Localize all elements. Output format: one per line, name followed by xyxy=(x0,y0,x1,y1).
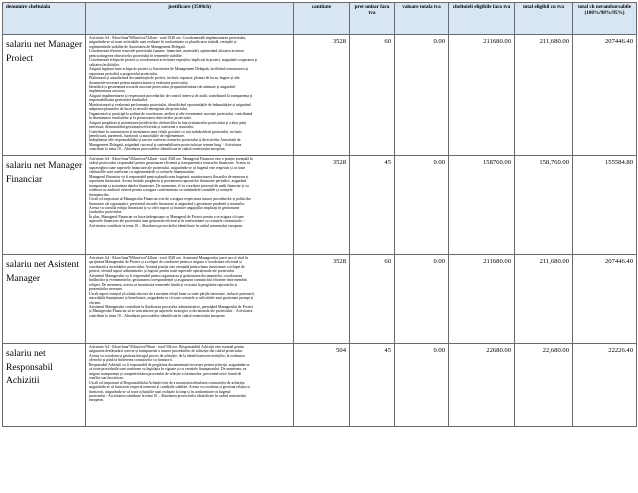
justification-line: Acesta va coordona și gestiona întregul proces de achiziție, de la identificarea necesităților, la evaluarea xyxy=(89,353,245,358)
expense-name: salariu net Manager Proiect xyxy=(3,35,86,156)
cantitate-value: 504 xyxy=(294,344,350,427)
justification-line: Activitate A4 - 84ore/luna*60luni/ora*42lani - total 3528 ore. Coordonarea& implementarea proiectului, xyxy=(89,36,247,40)
justification-line: Management Delegată, asigurând succesul și sustenabilitatea proiectului pe termen lung. - Activitatea xyxy=(89,142,242,147)
cantitate-value: 3528 xyxy=(294,156,350,255)
justification-line: Asigură implementarea și respectarea procedurilor de control intern și de audit, contribuind la transparența și xyxy=(89,93,253,98)
expense-name: salariu net Manager Financiar xyxy=(3,156,86,255)
justification-line: contribuie la tema 10 – Abordarea provocărilor identificate în cadrul semestrului european. xyxy=(89,147,226,152)
table-row xyxy=(3,255,637,344)
justification-line: la diseminarea rezultatelor și la promovarea obiectivelor proiectului. xyxy=(89,116,192,121)
cheltuieli-eligibile-value: 211680.00 xyxy=(449,255,515,344)
justification-cell xyxy=(86,156,294,255)
justification-line: Asistentul Managerului contribuie la fluidizarea proceselor administrative, permițând Managerului de Proiect xyxy=(89,304,254,309)
justification-line: Un alt aspect esențial al rolului său este de a menține relații bune cu toate părțile interesate, inclusiv partenerii, xyxy=(89,291,255,296)
justification-line: conflict sau favoritism. xyxy=(89,376,124,381)
cheltuieli-eligibile-value: 158760.00 xyxy=(449,156,515,255)
header-total-ch: total ch nerambursabile (100%/98%/95%) xyxy=(573,3,637,35)
valoare-tva-value: 0.00 xyxy=(395,156,449,255)
justification-line: adaptarea planurilor de lucru la nevoile emergente ale proiectului. xyxy=(89,107,188,112)
expense-table-sheet xyxy=(2,2,636,427)
table-row xyxy=(3,156,637,255)
header-total-eligibil: total eligibil cu tva xyxy=(515,3,573,35)
table-row xyxy=(3,344,637,427)
justification-line: proiectului.- Activitatea contribuie la tema 10 – Abordarea provocărilor identificate în cadrul semestrului xyxy=(89,393,247,398)
cheltuieli-eligibile-value: 211680.00 xyxy=(449,35,515,156)
justification-line: întâlnirilor și evenimentelor, gestionarea corespondenței și asigurarea comunicării eficiente între membrii xyxy=(89,278,248,283)
justification-line: european. xyxy=(89,398,104,403)
valoare-tva-value: 0.00 xyxy=(395,344,449,427)
header-cheltuieli: cheltuieli eligibile fara tva xyxy=(449,3,515,35)
justification-line: coordonată a activităților proiectului. Această poziție este esențială pentru buna funcționare a echipei de xyxy=(89,264,245,269)
total-eligibil-value: 158,760.00 xyxy=(515,156,573,255)
justification-line: echipei. De asemenea, acesta va monitoriza termenele limită și va asista la pregătirea rapoartelor și xyxy=(89,282,238,287)
justification-line: colabora cu auditorii externi pentru a asigura conformitatea cu standardele contabile și cerințele xyxy=(89,188,233,193)
expense-table xyxy=(2,2,637,427)
justification-line: Contribuie la comunicarea și menținerea unor relații pozitive cu toți stakeholderii proiectului, inclusiv xyxy=(89,129,242,134)
justification-line: Asigură pregătirea și prezentarea justificărilor cheltuielilor în fața evaluatorilor proiectului și a altor părți xyxy=(89,120,247,125)
justification-line: financiare ale organizației, prevenind riscurile financiare și asigurând o gestionare prudentă a resurselor. xyxy=(89,201,246,206)
table-body xyxy=(3,35,637,427)
justification-line: Activitatea contribuie la tema 10 – Abordarea provocărilor identificate în cadrul semestrului european. xyxy=(89,223,243,228)
total-eligibil-value: 211,680.00 xyxy=(515,35,573,156)
justification-line: beneficiarii, partenerii, furnizorii și autoritățile de reglementare. xyxy=(89,133,185,138)
justification-line: finanțatorilor. xyxy=(89,192,110,197)
pret-unitar-value: 45 xyxy=(350,156,395,255)
expense-name: salariu net Asistent Manager xyxy=(3,255,86,344)
justification-line: Identifică și gestionează riscurile asociate proiectului, propunând măsuri de atenuare și asigurând xyxy=(89,84,235,89)
justification-line: Coordonează eficient resursele proiectului (umane, financiare, materiale), optimizând alocarea acestora xyxy=(89,49,244,54)
justification-line: aspectele financiare ale proiectului sunt gestionate eficient și în conformitate cu cerințele contractuale. - xyxy=(89,219,245,224)
total-eligibil-value: 211,680.00 xyxy=(515,255,573,344)
pret-unitar-value: 45 xyxy=(350,344,395,427)
justification-line: Activitate A4 - 84ore/luna*45luni/ora*6luni - total 504 ore. Responsabilul Achiziții este esențial pentru xyxy=(89,345,244,349)
justification-line: contribuie la tema 10 – Abordarea provocărilor identificate în cadrul semestrului european. xyxy=(89,313,226,318)
justification-line: cheltuielile sunt conforme cu reglementările și cerințele finanțatorului. xyxy=(89,170,195,175)
justification-line: Responsabil Achiziții va fi responsabil de pregătirea documentației necesare pentru achiziții, asigurându-se xyxy=(89,362,250,367)
justification-line: Coordonează echipa de proiect și coordonează activitatea experților implicați în proiect, asigurând cooperarea și xyxy=(89,58,258,63)
justification-line: Activitate A4 - 84ore/luna*60luni/ora*42luni - total 3528 ore. Asistentul Managerului joacă un rol vital în xyxy=(89,256,249,260)
justification-line: sprijinirea Managerului de Proiect și a echipei de conducere pentru a asigura o coordonare eficientă și xyxy=(89,260,242,265)
justification-line: Asigură legătura între echipa de proiect și Autoritatea de Management Delegată, facilitând comunicarea și xyxy=(89,67,249,72)
header-row xyxy=(3,3,637,35)
justification-line: ofertelor și până la încheierea contractelor cu furnizorii. xyxy=(89,358,173,363)
cantitate-value: 3528 xyxy=(294,255,350,344)
nerambursabile-value: 155584.80 xyxy=(573,156,637,255)
justification-line: Îndeplinește alte responsabilități și sarcini conform cerințelor proiectului și directivelor Autorității de xyxy=(89,138,241,143)
valoare-tva-value: 0.00 xyxy=(395,255,449,344)
justification-line: implementarea acestora. xyxy=(89,89,126,94)
justification-line: furnizorii, asigurându-se că toate achizițiile sunt realizate la timp și în conformitate cu bugetul xyxy=(89,389,231,394)
justification-line: Asistentul Managerului va fi responsabil pentru organizarea și gestionarea documentelor, coordonarea xyxy=(89,273,243,278)
total-eligibil-value: 22,680.00 xyxy=(515,344,573,427)
justification-line: pentru atingerea obiectivelor proiectului în termenele stabilite. xyxy=(89,53,183,58)
header-denumire: denumire cheltuiala xyxy=(3,3,86,35)
justification-line: Elaborează și actualizează documentația de proiect, inclusiv rapoarte, planuri de lucru, bugete și alte xyxy=(89,76,240,81)
nerambursabile-value: 207446.40 xyxy=(573,255,637,344)
cantitate-value: 3528 xyxy=(294,35,350,156)
justification-cell xyxy=(86,35,294,156)
nerambursabile-value: 207446.40 xyxy=(573,35,637,156)
justification-line: documente necesare pentru monitorizarea și evaluarea proiectului. xyxy=(89,80,189,85)
justification-line: Activitate A4 - 84ore/luna*45luni/ora*42luni - total 3528 ore. Managerul Financiar este o poziție esențială în xyxy=(89,157,253,161)
justification-line: asigurarea desfășurării corecte și transparente a tuturor procedurilor de achiziție din cadrul proiectului. xyxy=(89,349,243,354)
justification-line: și Managerului Financiar să se concentreze pe aspectele strategice și decizionale ale proiectului. - Activitatea xyxy=(89,309,253,314)
header-cantitate: cantitate xyxy=(294,3,350,35)
justification-line: cadrul proiectului, responsabil pentru gestionarea eficientă și transparentă a resurselor financiare. Acesta va xyxy=(89,161,251,166)
justification-line: asigura transparența și competitivitatea procesului de selecție a furnizorilor, prevenind orice formă de xyxy=(89,371,242,376)
justification-line: asigurându-se că furnizorii respectă termenii și condițiile stabilite. Acesta va coordona și gestiona relația cu xyxy=(89,385,251,390)
justification-line: raportarea financiară. Acesta include pregătirea și prezentarea rapoartelor financiare periodice, asigurând xyxy=(89,179,247,184)
justification-line: Un alt rol important al Managerului Financiar este de a asigura respectarea tuturor procedurilor și politicilor xyxy=(89,197,251,202)
justification-line: eficient. xyxy=(89,300,102,305)
justification-line: Un alt rol important al Responsabilului Achiziții este de a monitoriza derularea contractelor de achiziție, xyxy=(89,380,246,385)
justification-line: În plus, Managerul Financiar va lucra îndeaproape cu Managerul de Proiect pentru a se asigura că toate xyxy=(89,214,244,219)
nerambursabile-value: 22226.40 xyxy=(573,344,637,427)
expense-name: salariu net Responsabil Achizitii xyxy=(3,344,86,427)
justification-line: transparența și acuratețea datelor financiare. De asemenea, el va coordona procesul de audit financiar și va xyxy=(89,183,249,188)
justification-line: Acesta va consilia echipa financiară și va oferi suport și instruire angajaților implicați în gestionarea xyxy=(89,205,240,210)
justification-cell xyxy=(86,344,294,427)
justification-line: prezentărilor necesare. xyxy=(89,287,123,292)
valoare-tva-value: 0.00 xyxy=(395,35,449,156)
cheltuieli-eligibile-value: 22680.00 xyxy=(449,344,515,427)
justification-line: asigurându-se că toate activitățile sunt realizate în conformitate cu planificarea inițială, cerințele și xyxy=(89,40,237,45)
justification-line: reglementările stabilite de Autoritatea de Management Delegată. xyxy=(89,44,186,49)
justification-line: Monitorizează și evaluează performanța proiectului, identificând oportunitățile de îmbunătățire și asigurând xyxy=(89,102,251,107)
justification-cell xyxy=(86,255,294,344)
justification-line: Managerul Financiar va fi responsabil pentru planificarea bugetară, monitorizarea fluxurilor de numerar și xyxy=(89,174,249,179)
justification-line: proiect, oferind suport administrativ și logistic pentru toate aspectele operaționale ale proiectului. xyxy=(89,269,235,274)
pret-unitar-value: 60 xyxy=(350,35,395,156)
justification-line: responsabilitatea gestionării fondurilor. xyxy=(89,98,148,103)
justification-line: supraveghea toate aspectele financiare ale proiectului, asigurându-se că bugetul este respectat și că toate xyxy=(89,165,246,170)
justification-line: că toate procedurile sunt conforme cu legislația în vigoare și cu cerințele finanțatorului. De asemenea, va xyxy=(89,367,247,372)
justification-line: calitatea facilităților. xyxy=(89,62,120,67)
justification-line: Organizează și participă la ședințe de coordonare, atelieri și alte evenimente asociate proiectului, contribuind xyxy=(89,111,253,116)
header-pret: pret unitar fara tva xyxy=(350,3,395,35)
header-justificare: justificare (3500ch) xyxy=(86,3,294,35)
table-row xyxy=(3,35,637,156)
header-valoare: valoare totala tva xyxy=(395,3,449,35)
justification-line: raportarea periodică a progresului proiectului. xyxy=(89,71,158,76)
justification-line: autoritățile finanțatoare și beneficiarii, asigurându-se că toate cerințele și solicitările sunt gestionate prompt și xyxy=(89,296,254,301)
pret-unitar-value: 60 xyxy=(350,255,395,344)
justification-line: fondurilor proiectului. xyxy=(89,210,123,215)
justification-line: interesate, demonstrând gestionarea eficientă și conformă a resurselor. xyxy=(89,125,195,130)
